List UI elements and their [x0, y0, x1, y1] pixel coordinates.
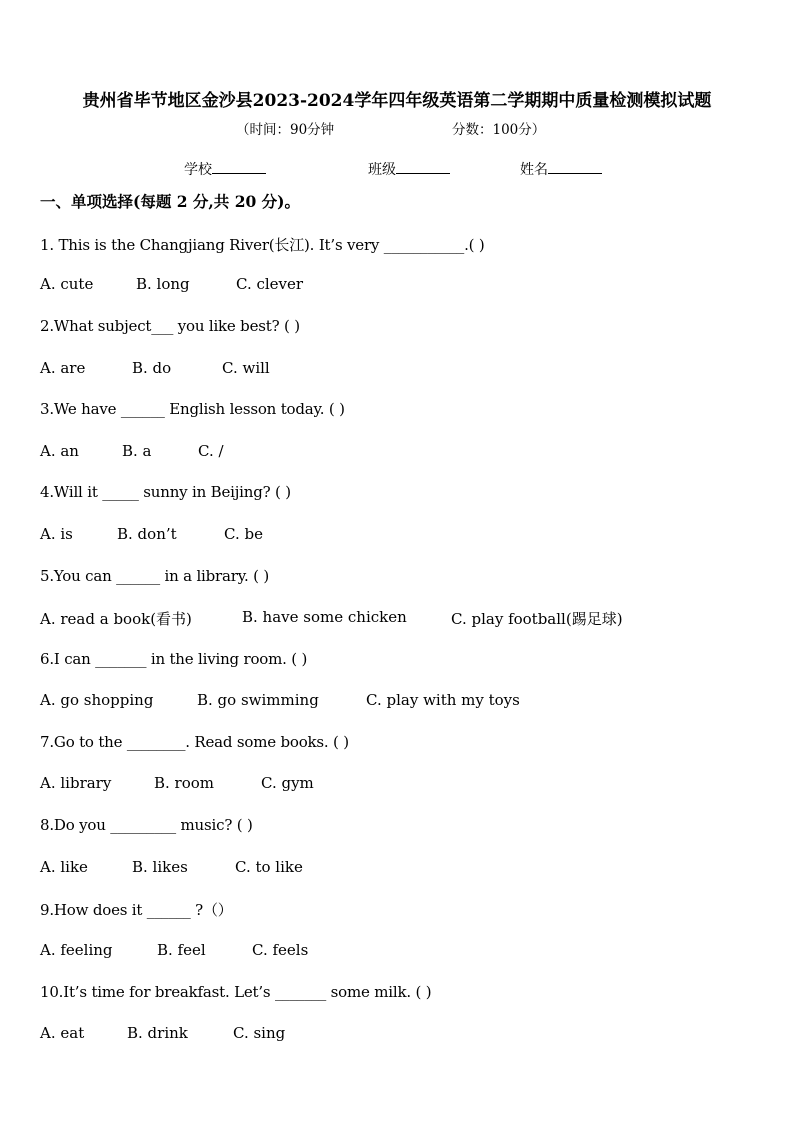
option-a[interactable]: A. read a book(看书): [40, 610, 192, 628]
option-c[interactable]: C. feels: [252, 941, 309, 959]
school-label: 学校: [184, 162, 212, 178]
name-blank[interactable]: [548, 159, 602, 174]
option-c[interactable]: C. sing: [233, 1024, 286, 1042]
option-c[interactable]: C. play football(踢足球): [451, 610, 623, 628]
question-stem: 2.What subject___ you like best? ( ): [40, 317, 300, 335]
option-b[interactable]: B. likes: [132, 858, 188, 876]
option-a[interactable]: A. an: [40, 442, 79, 460]
option-b[interactable]: B. go swimming: [197, 691, 319, 709]
class-label: 班级: [368, 162, 396, 178]
option-a[interactable]: A. library: [40, 774, 112, 792]
option-b[interactable]: B. drink: [127, 1024, 188, 1042]
option-c[interactable]: C. clever: [236, 275, 304, 293]
option-b[interactable]: B. long: [136, 275, 190, 293]
option-a[interactable]: A. is: [40, 525, 73, 543]
school-field[interactable]: [184, 159, 266, 179]
question-stem: 7.Go to the ________. Read some books. ( ): [40, 733, 349, 751]
option-b[interactable]: B. do: [132, 359, 172, 377]
question-stem: 5.You can ______ in a library. ( ): [40, 567, 270, 585]
name-label: 姓名: [520, 162, 548, 178]
exam-time: （时间：90分钟: [236, 122, 335, 138]
question-stem: 3.We have ______ English lesson today. ( ): [40, 400, 345, 418]
option-b[interactable]: B. room: [154, 774, 215, 792]
option-c[interactable]: C. will: [222, 359, 270, 377]
option-a[interactable]: A. eat: [40, 1024, 85, 1042]
option-c[interactable]: C. to like: [235, 858, 303, 876]
school-blank[interactable]: [212, 159, 266, 174]
option-a[interactable]: A. go shopping: [40, 691, 154, 709]
option-a[interactable]: A. like: [40, 858, 88, 876]
question-stem: 10.It’s time for breakfast. Let’s _______ some milk. ( ): [40, 983, 432, 1001]
class-blank[interactable]: [396, 159, 450, 174]
option-b[interactable]: B. have some chicken: [242, 608, 407, 626]
name-field[interactable]: [520, 159, 602, 179]
question-stem: 4.Will it _____ sunny in Beijing? ( ): [40, 483, 291, 501]
question-stem: 8.Do you _________ music? ( ): [40, 816, 253, 834]
exam-score: 分数：100分）: [452, 122, 546, 138]
option-a[interactable]: A. cute: [40, 275, 94, 293]
option-a[interactable]: A. are: [40, 359, 86, 377]
option-c[interactable]: C. gym: [261, 774, 314, 792]
option-b[interactable]: B. a: [122, 442, 152, 460]
question-stem: 1. This is the Changjiang River(长江). It’s very ___________.( ): [40, 236, 485, 254]
option-c[interactable]: C. play with my toys: [366, 691, 520, 709]
option-a[interactable]: A. feeling: [40, 941, 113, 959]
option-c[interactable]: C. be: [224, 525, 263, 543]
option-b[interactable]: B. feel: [157, 941, 206, 959]
question-stem: 9.How does it ______ ?（）: [40, 901, 233, 919]
class-field[interactable]: [368, 159, 450, 179]
option-c[interactable]: C. /: [198, 442, 224, 460]
question-stem: 6.I can _______ in the living room. ( ): [40, 650, 308, 668]
option-b[interactable]: B. don’t: [117, 525, 177, 543]
exam-title: 贵州省毕节地区金沙县2023-2024学年四年级英语第二学期期中质量检测模拟试题: [82, 91, 712, 111]
section-title: 一、单项选择(每题 2 分,共 20 分)。: [40, 192, 301, 211]
